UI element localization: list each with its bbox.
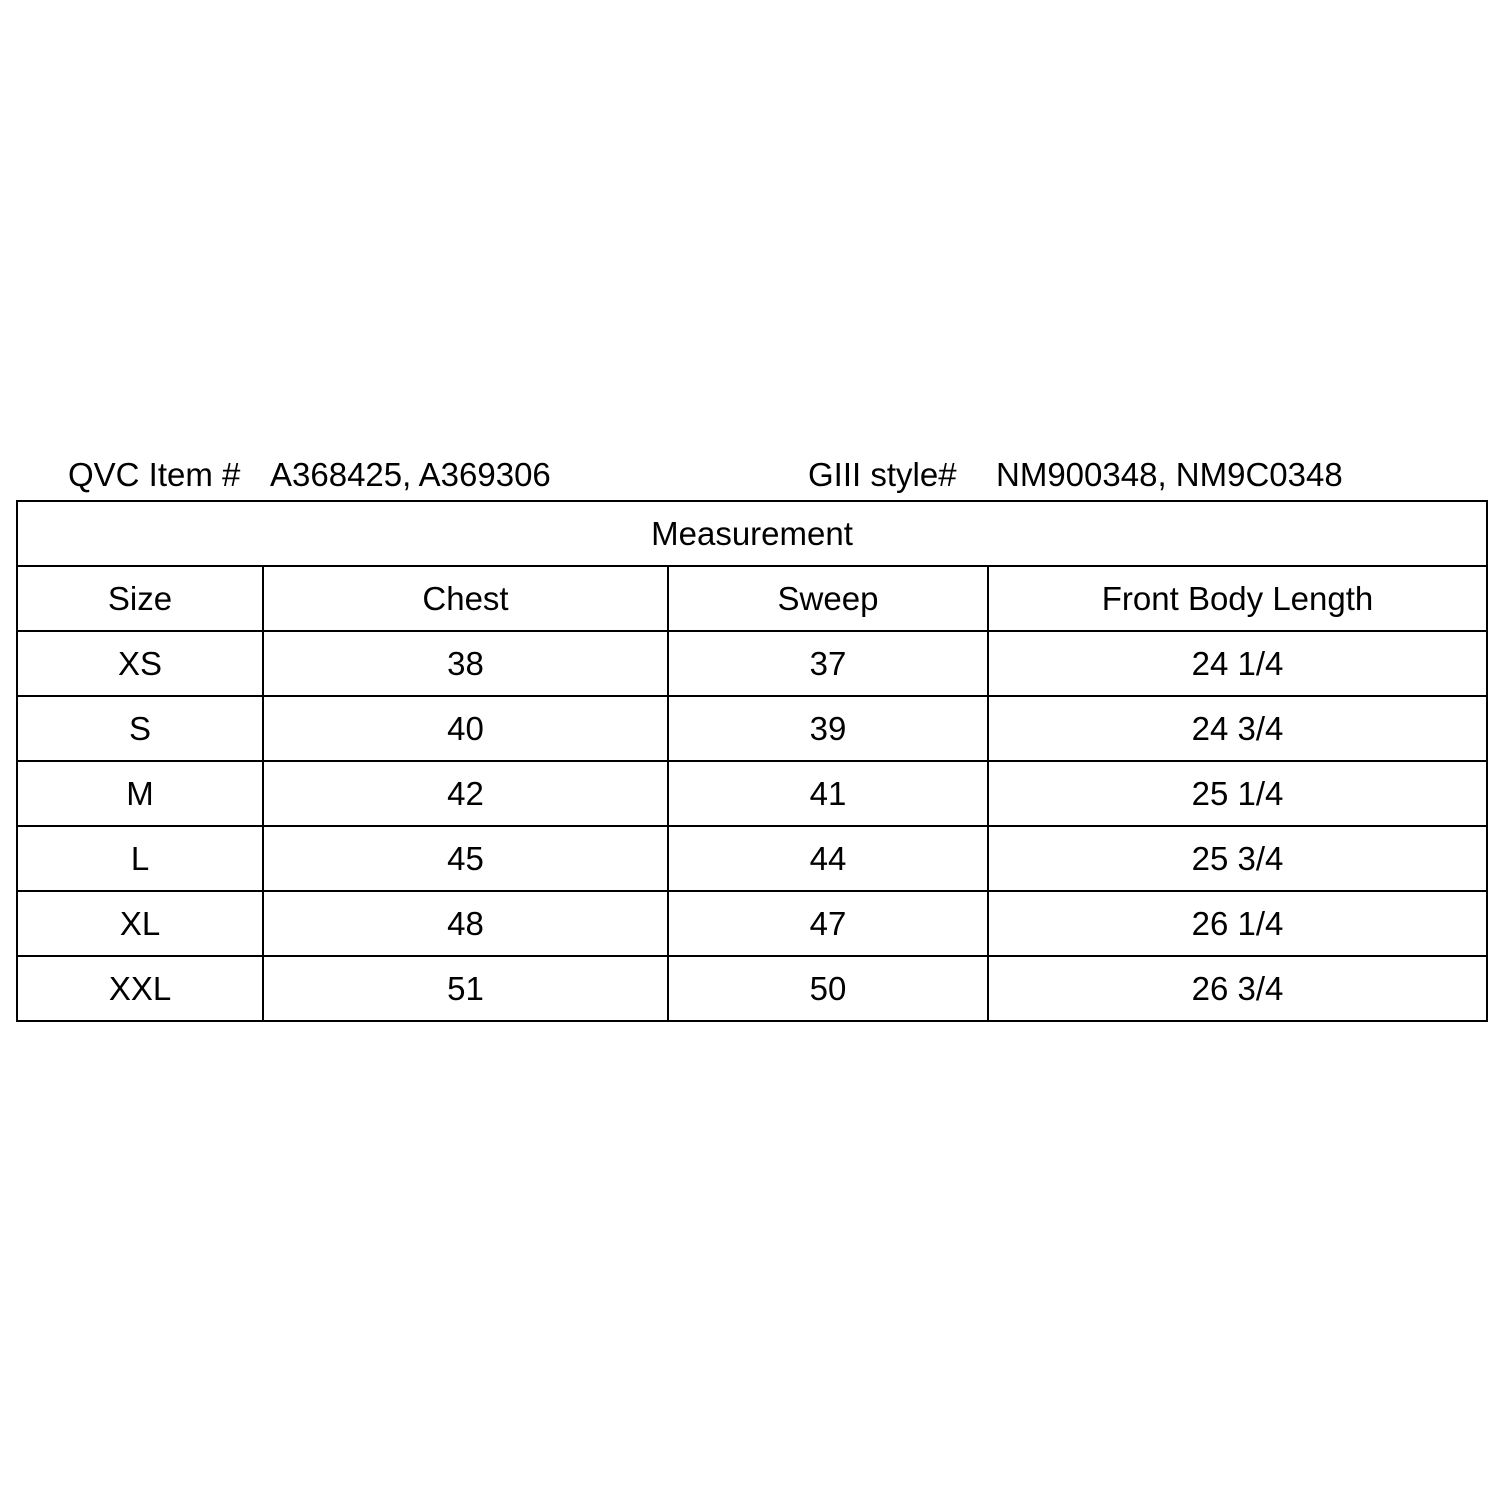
size-cell: XXL [17,956,263,1021]
front-body-length-cell: 25 1/4 [988,761,1487,826]
chest-cell: 42 [263,761,668,826]
giii-style-label: GIII style# [808,456,957,493]
size-cell: L [17,826,263,891]
table-row [17,891,1487,956]
sweep-cell: 37 [668,631,988,696]
table-row [17,826,1487,891]
chest-cell: 40 [263,696,668,761]
table-row [17,696,1487,761]
front-body-length-cell: 24 1/4 [988,631,1487,696]
size-cell: XS [17,631,263,696]
front-body-length-cell: 24 3/4 [988,696,1487,761]
table-row [17,956,1487,1021]
size-chart-table [16,500,1488,1022]
sweep-cell: 50 [668,956,988,1021]
column-header-front-body-length: Front Body Length [988,566,1487,631]
sweep-cell: 44 [668,826,988,891]
size-cell: XL [17,891,263,956]
table-title-row [17,501,1487,566]
chest-cell: 45 [263,826,668,891]
front-body-length-cell: 26 3/4 [988,956,1487,1021]
table-row [17,761,1487,826]
column-header-size: Size [17,566,263,631]
sweep-cell: 47 [668,891,988,956]
item-header [0,452,1502,498]
table-title: Measurement [17,501,1487,566]
size-cell: M [17,761,263,826]
column-header-sweep: Sweep [668,566,988,631]
front-body-length-cell: 25 3/4 [988,826,1487,891]
front-body-length-cell: 26 1/4 [988,891,1487,956]
table-header-row [17,566,1487,631]
qvc-item-label: QVC Item # [68,456,241,493]
column-header-chest: Chest [263,566,668,631]
size-cell: S [17,696,263,761]
qvc-item-numbers: A368425, A369306 [270,456,551,493]
table-row [17,631,1487,696]
chest-cell: 48 [263,891,668,956]
sweep-cell: 41 [668,761,988,826]
sweep-cell: 39 [668,696,988,761]
giii-style-numbers: NM900348, NM9C0348 [996,456,1343,493]
chest-cell: 38 [263,631,668,696]
chest-cell: 51 [263,956,668,1021]
